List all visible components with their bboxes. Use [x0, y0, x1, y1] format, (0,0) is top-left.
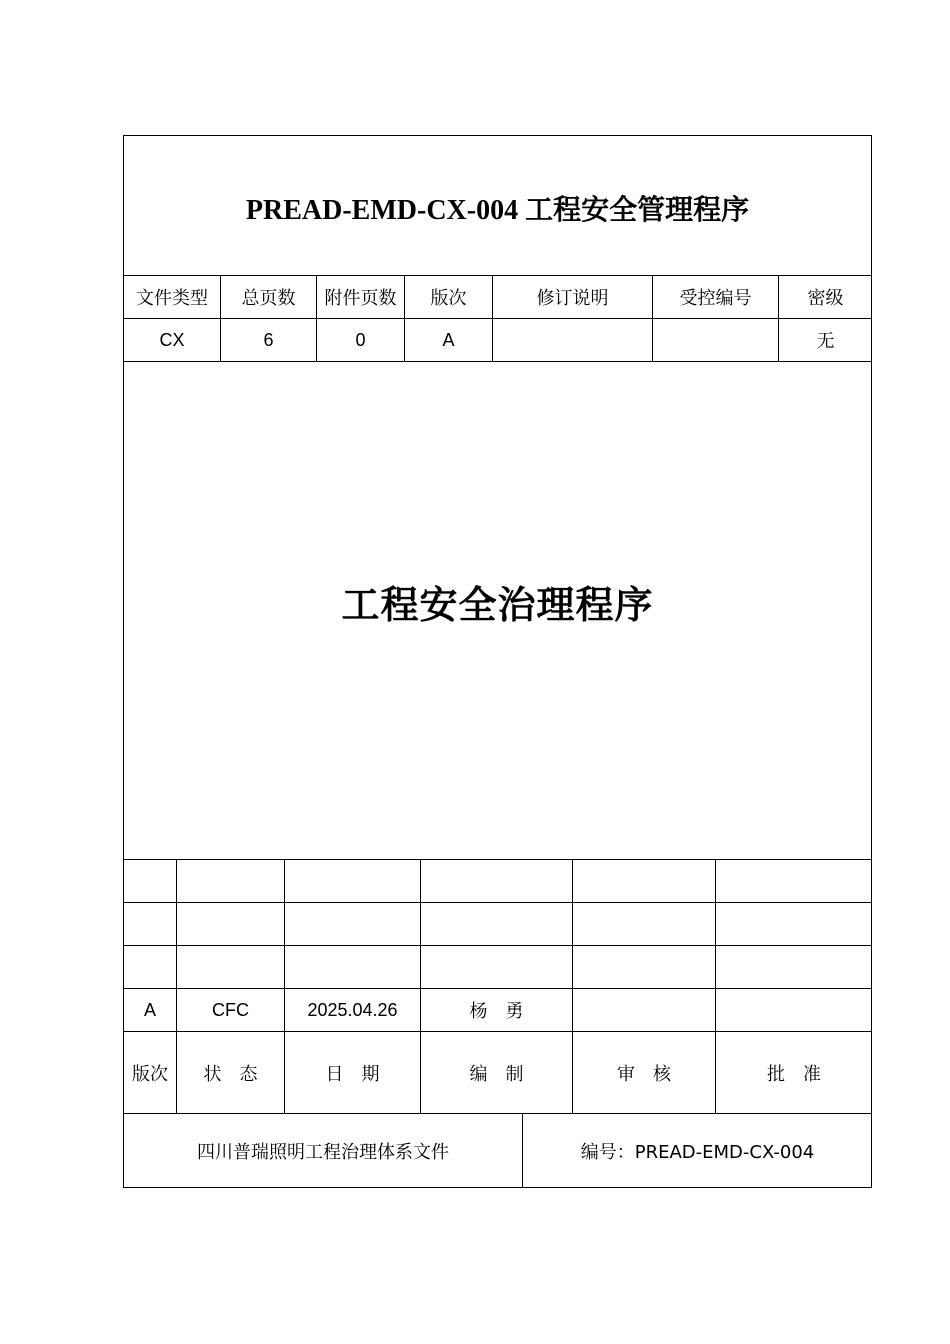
revision-cell: [716, 903, 872, 945]
value-attachment-pages: 0: [317, 319, 405, 361]
header-security-level: 密级: [807, 288, 844, 309]
info-value-row: [124, 319, 871, 362]
revision-cell: [124, 903, 177, 945]
revision-cell: [124, 946, 177, 988]
revision-cell: [573, 860, 716, 902]
footer-row: [124, 1114, 871, 1187]
current-date: 2025.04.26: [285, 989, 421, 1031]
current-approver: [716, 989, 872, 1031]
value-edition: A: [405, 319, 493, 361]
header-file-type: 文件类型: [124, 276, 221, 318]
header-control-number: 受控编号: [653, 276, 779, 318]
revision-cell: [716, 860, 872, 902]
revision-cell: [573, 946, 716, 988]
revision-row: [124, 903, 871, 946]
footer-company-system: 四川普瑞照明工程治理体系文件: [124, 1114, 523, 1187]
title-row: [124, 136, 871, 276]
header-revision-note: 修订说明: [493, 276, 653, 318]
label-edition: 版次: [124, 1032, 177, 1113]
current-author: 杨 勇: [421, 989, 573, 1031]
revision-cell: [421, 903, 573, 945]
revision-cell: [124, 860, 177, 902]
revision-row-current: [124, 989, 871, 1032]
revision-cell: [573, 903, 716, 945]
label-approver: 批 准: [767, 1063, 821, 1085]
info-header-row: [124, 276, 871, 319]
revision-cell: [285, 946, 421, 988]
value-file-type: CX: [124, 319, 221, 361]
value-revision-note: [493, 319, 653, 361]
label-status: 状 态: [177, 1032, 285, 1113]
revision-cell: [177, 946, 285, 988]
revision-cell: [177, 903, 285, 945]
document-cover: [123, 135, 872, 1188]
revision-row: [124, 860, 871, 903]
revision-label-row: [124, 1032, 871, 1114]
revision-cell: [177, 860, 285, 902]
value-total-pages: 6: [221, 319, 317, 361]
revision-cell: [421, 860, 573, 902]
revision-cell: [716, 946, 872, 988]
revision-cell: [421, 946, 573, 988]
label-date: 日 期: [285, 1032, 421, 1113]
current-reviewer: [573, 989, 716, 1031]
value-security-level: 无: [816, 331, 835, 352]
revision-cell: [285, 860, 421, 902]
value-control-number: [653, 319, 779, 361]
footer-document-number: 编号：PREAD-EMD-CX-004: [580, 1141, 815, 1163]
document-title: PREAD-EMD-CX-004 工程安全管理程序: [245, 195, 750, 226]
current-edition: A: [124, 989, 177, 1031]
label-author: 编 制: [421, 1032, 573, 1113]
header-total-pages: 总页数: [221, 276, 317, 318]
header-attachment-pages: 附件页数: [317, 276, 405, 318]
revision-row: [124, 946, 871, 989]
current-status: CFC: [177, 989, 285, 1031]
label-reviewer: 审 核: [573, 1032, 716, 1113]
header-edition: 版次: [405, 276, 493, 318]
main-title: 工程安全治理程序: [341, 583, 654, 627]
revision-cell: [285, 903, 421, 945]
